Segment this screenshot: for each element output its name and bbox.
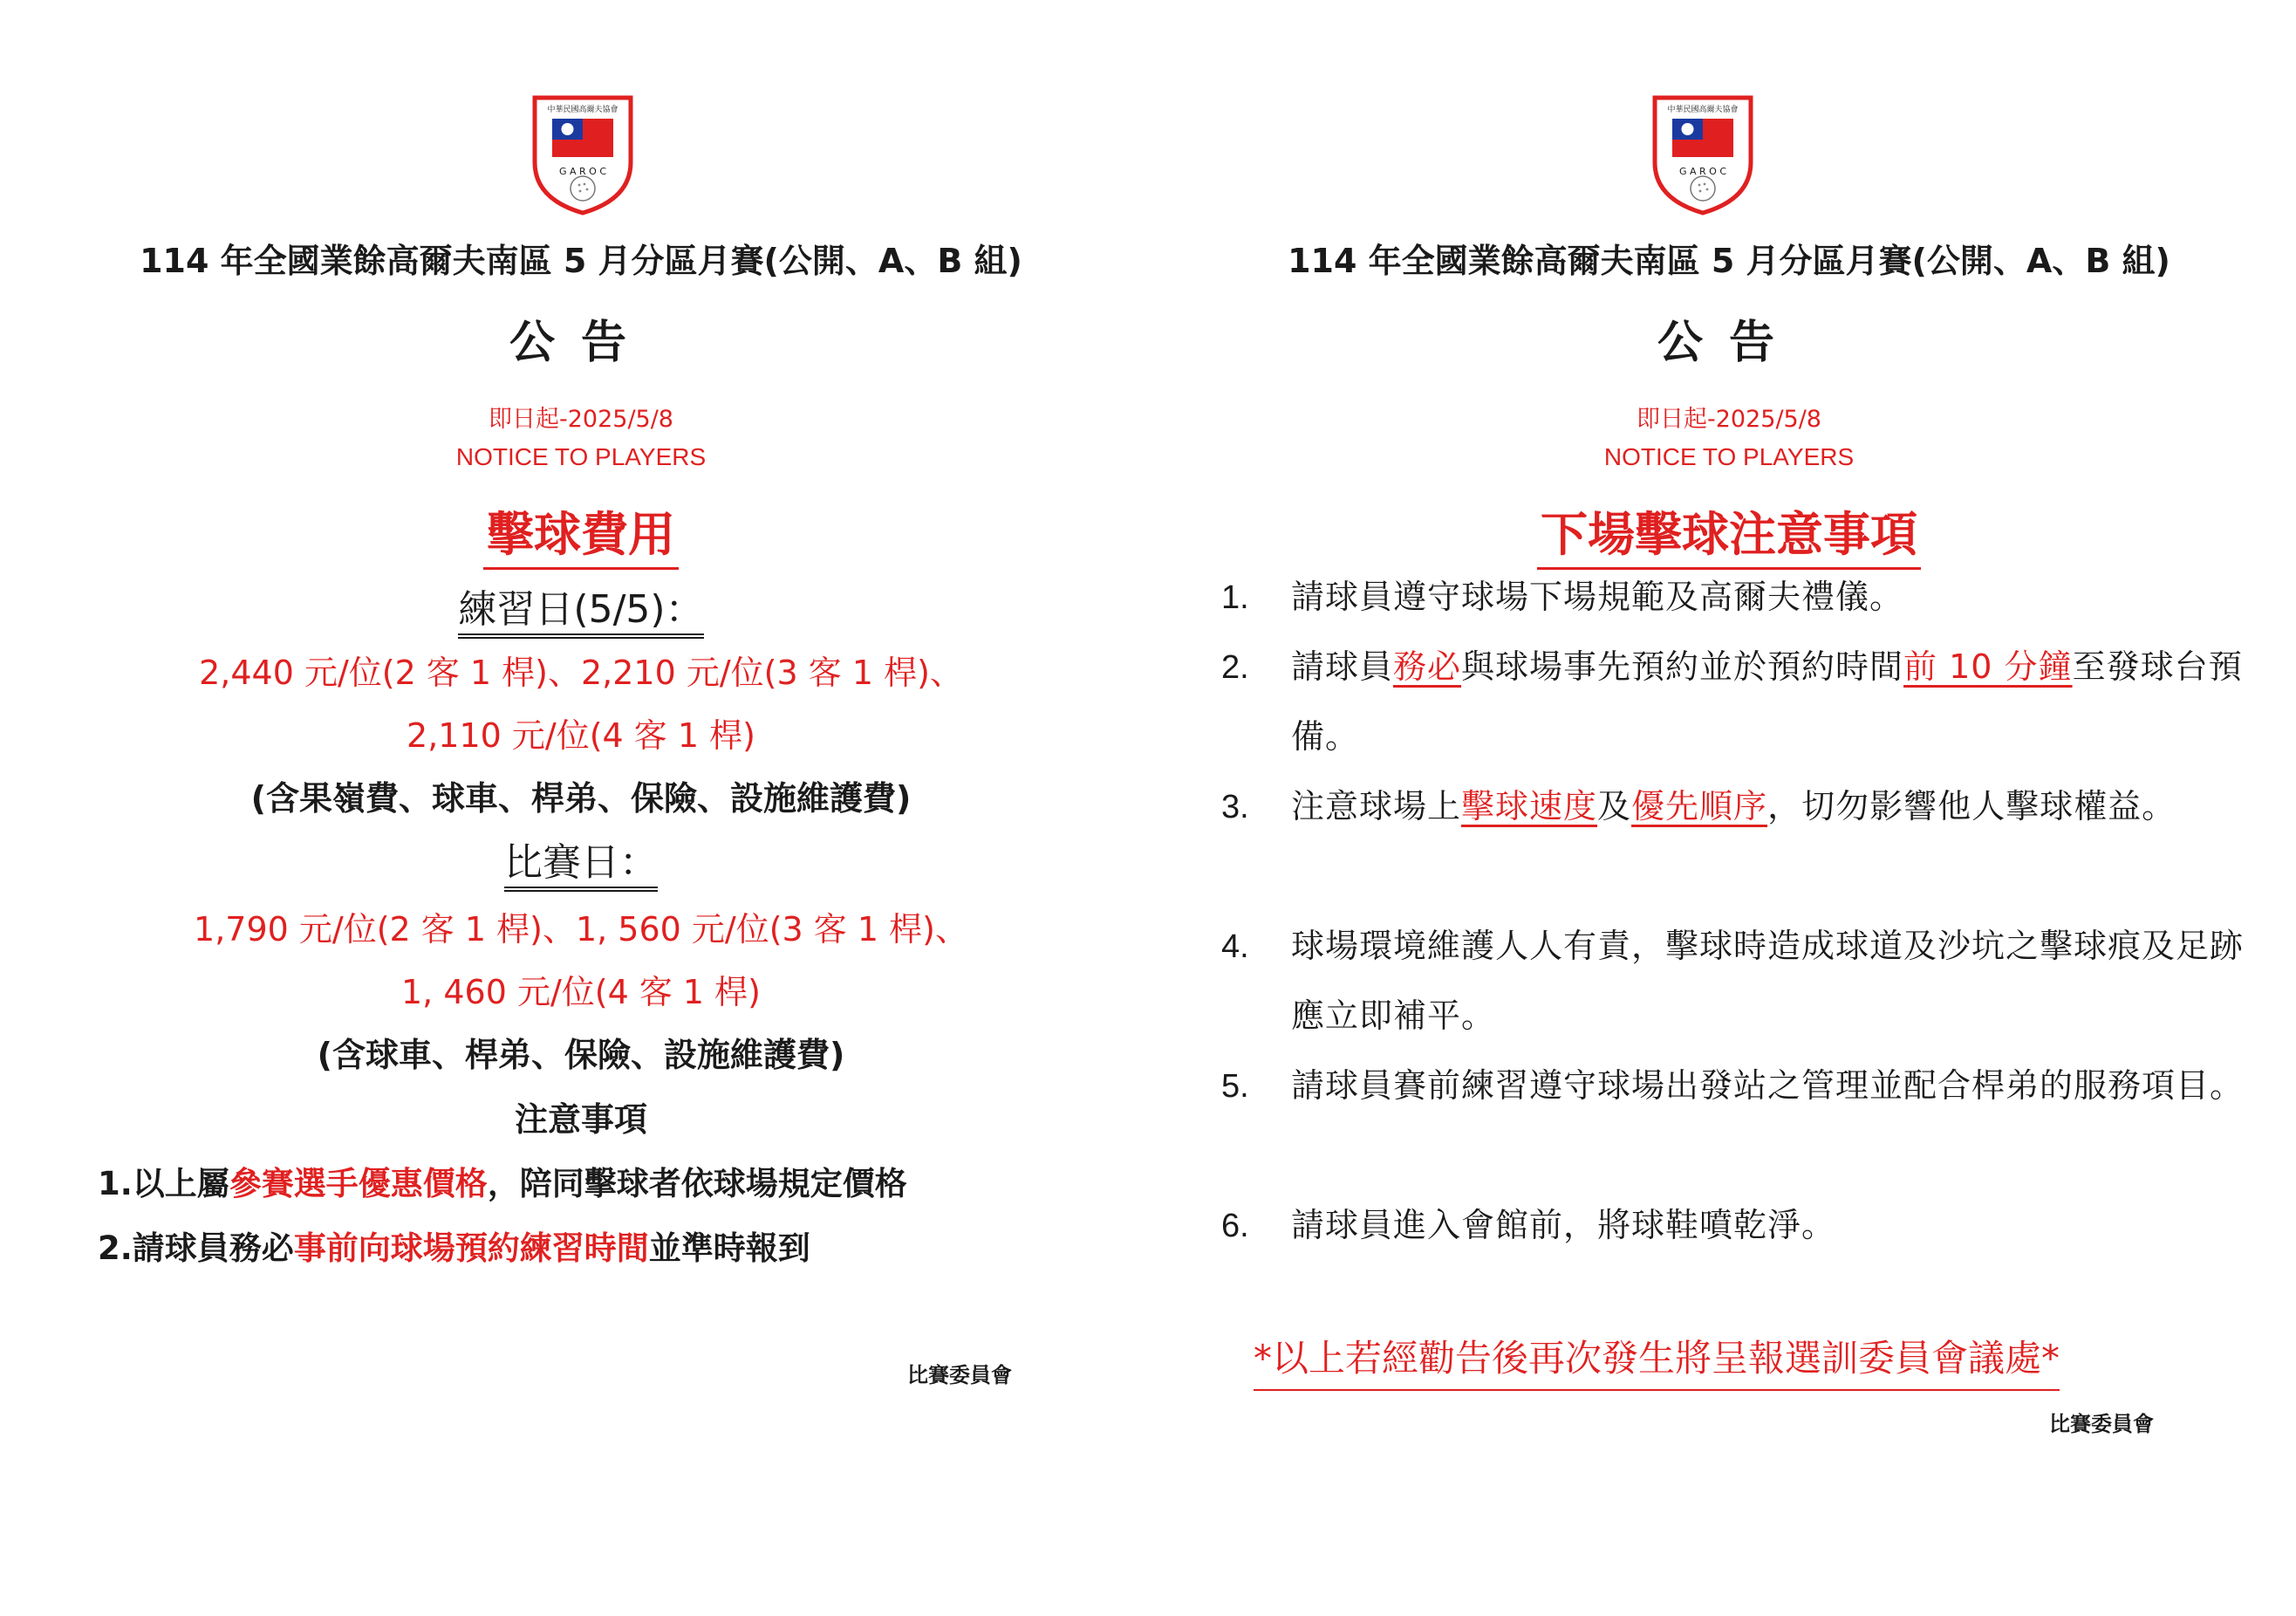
right-notice-panel xyxy=(1148,0,2296,1616)
rule-number: 4. xyxy=(1221,928,1249,965)
match-day-heading: 比賽日： xyxy=(0,831,1162,887)
notes-heading: 注意事項 xyxy=(514,1100,647,1139)
rules-section-heading: 下場擊球注意事項 xyxy=(1148,497,2296,565)
notice-heading: 公告 xyxy=(509,317,653,369)
rule-2: 2.請球員務必事前向球場預約練習時間並準時報到 xyxy=(98,1229,810,1267)
association-logo-icon xyxy=(531,94,634,216)
svg-text:G A R O C: G A R O C xyxy=(1678,166,1727,177)
rule-number: 6. xyxy=(1221,1208,1249,1244)
effective-date: 即日起-2025/5/8 xyxy=(488,406,673,433)
notice-heading: 公告 xyxy=(1657,317,1801,369)
effective-date: 即日起-2025/5/8 xyxy=(1636,406,1821,433)
svg-text:G A R O C: G A R O C xyxy=(558,166,607,177)
notice-to-players-label: NOTICE TO PLAYERS xyxy=(455,443,707,470)
rule-text: 請球員進入會館前，將球鞋噴乾淨。 xyxy=(1291,1206,1836,1244)
rule-number: 1. xyxy=(1221,579,1249,616)
svg-text:中華民國高爾夫協會: 中華民國高爾夫協會 xyxy=(547,106,618,114)
practice-price-line-2: 2,110 元/位(4 客 1 桿) xyxy=(407,716,755,755)
rule-number: 2. xyxy=(1221,649,1249,686)
rule-number: 3. xyxy=(1221,789,1249,825)
rule-text: 球場環境維護人人有責，擊球時造成球道及沙坑之擊球痕及足跡應立即補平。 xyxy=(1291,927,2245,1035)
penalty-warning: *以上若經勸告後再次發生將呈報選訓委員會議處* xyxy=(1254,1330,2060,1391)
fee-section-heading: 擊球費用 xyxy=(0,497,1162,565)
rule-number: 5. xyxy=(1221,1068,1249,1105)
rule-text: 請球員務必與球場事先預約並於預約時間前 10 分鐘至發球台預備。 xyxy=(1291,647,2243,756)
rule-1: 1.以上屬參賽選手優惠價格，陪同擊球者依球場規定價格 xyxy=(98,1165,907,1202)
committee-signature: 比賽委員會 xyxy=(2049,1412,2154,1436)
practice-day-heading: 練習日(5/5)： xyxy=(0,578,1162,633)
notice-to-players-label: NOTICE TO PLAYERS xyxy=(1603,443,1855,470)
practice-price-line-1: 2,440 元/位(2 客 1 桿)、2,210 元/位(3 客 1 桿)、 xyxy=(199,654,963,692)
rule-text: 注意球場上擊球速度及優先順序，切勿影響他人擊球權益。 xyxy=(1291,787,2176,825)
committee-signature: 比賽委員會 xyxy=(907,1363,1012,1387)
match-price-line-1: 1,790 元/位(2 客 1 桿)、1, 560 元/位(3 客 1 桿)、 xyxy=(194,910,968,948)
rule-text: 請球員遵守球場下場規範及高爾夫禮儀。 xyxy=(1291,578,1904,616)
match-fee-includes: (含球車、桿弟、保險、設施維護費) xyxy=(317,1036,845,1074)
tournament-title: 114 年全國業餘高爾夫南區 5 月分區月賽(公開、A、B 組) xyxy=(140,242,1022,280)
match-price-line-2: 1, 460 元/位(4 客 1 桿) xyxy=(401,973,761,1011)
svg-text:中華民國高爾夫協會: 中華民國高爾夫協會 xyxy=(1667,106,1739,114)
tournament-title: 114 年全國業餘高爾夫南區 5 月分區月賽(公開、A、B 組) xyxy=(1288,242,2170,280)
practice-fee-includes: (含果嶺費、球車、桿弟、保險、設施維護費) xyxy=(250,779,912,818)
association-logo-icon xyxy=(1651,94,1754,216)
rule-text: 請球員賽前練習遵守球場出發站之管理並配合桿弟的服務項目。 xyxy=(1291,1066,2245,1105)
